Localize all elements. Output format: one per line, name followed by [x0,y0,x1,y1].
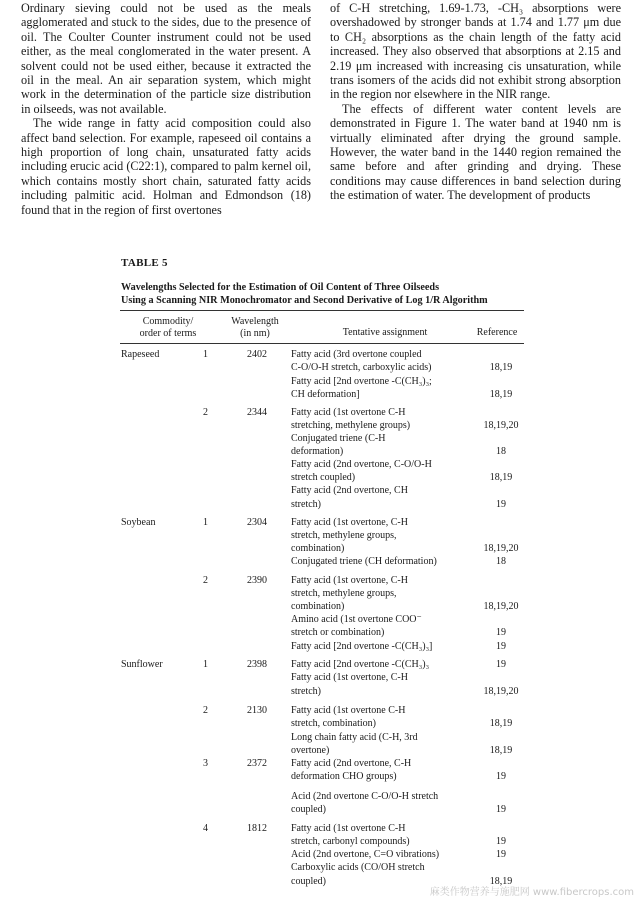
table-cell-assign: Conjugated triene (C-H [291,433,386,444]
table-cell-term: 4 [203,823,208,834]
table-cell-assign: Fatty acid (2nd overtone, C-H [291,758,412,769]
watermark: 麻类作物营养与施肥网 www.fibercrops.com [429,887,634,898]
table-cell-ref: 19 [496,836,506,847]
table-cell-assign: Fatty acid [2nd overtone -C(CH₃)₃ [291,659,430,670]
table-cell-assign: coupled) [291,876,326,887]
paragraph: Ordinary sieving could not be used as the meals agglomerated and stuck to the sides, due to the presence of oil. The Coulter Counter instrument could not be used either, as the meal conglomerated in the water present. A solvent could not be used either, because it extracted the oil in the meal. An air separation system, which might work in the determination of the particle size distribution in oilseeds, was not available. [21,1,311,116]
table-cell-assign: Fatty acid (1st overtone C-H [291,407,406,418]
table-cell-assign: Fatty acid (1st overtone, C-H [291,575,408,586]
table-cell-ref: 19 [496,499,506,510]
paragraph: The wide range in fatty acid composition could also affect band selection. For example, rapeseed oil contains a high proportion of long chain, unsaturated fatty acids including erucic acid (C22:1), compared to palm kernel oil, which contains mostly short chain, saturated fatty acids including palmitic acid. Holman and Edmondson (18) found that in the region of first overtones [21,116,311,217]
table-cell-wl: 1812 [247,823,267,834]
table-cell-assign: Fatty acid (1st overtone, C-H [291,517,408,528]
table-cell-assign: Fatty acid (1st overtone, C-H [291,672,408,683]
table-cell-assign: Conjugated triene (CH deformation) [291,556,437,567]
table-cell-ref: 18,19 [489,876,513,887]
table-cell-assign: C-O/O-H stretch, carboxylic acids) [291,362,432,373]
table-cell-ref: 18,19 [489,362,513,373]
table-cell-ref: 19 [496,849,506,860]
table-cell-commodity: Rapeseed [121,349,160,360]
table-label: TABLE 5 [121,257,168,269]
table-cell-assign: Fatty acid (3rd overtone coupled [291,349,422,360]
table-cell-ref: 19 [496,641,506,652]
table-cell-term: 3 [203,758,208,769]
table-cell-ref: 18,19,20 [483,543,519,554]
table-cell-assign: Long chain fatty acid (C-H, 3rd [291,732,418,743]
table-cell-ref: 19 [496,804,506,815]
table-cell-wl: 2372 [247,758,267,769]
table-cell-assign: Carboxylic acids (CO/OH stretch [291,862,425,873]
table-cell-wl: 2130 [247,705,267,716]
table-cell-assign: Fatty acid (1st overtone C-H [291,823,406,834]
table-cell-ref: 19 [496,627,506,638]
paragraph: The effects of different water content levels are demonstrated in Figure 1. The water band at 1940 nm is virtually eliminated after drying the ground sample. However, the water band in the 1440 region remained the same before and after grinding and drying. These conditions may cause differences in band selection during the estimation of water. The development of products [330,101,621,203]
table-cell-wl: 2344 [247,407,267,418]
table-cell-term: 1 [203,659,208,670]
table-cell-wl: 2390 [247,575,267,586]
table-cell-ref: 19 [496,771,506,782]
table-cell-term: 1 [203,517,208,528]
table-cell-wl: 2304 [247,517,267,528]
table-cell-commodity: Soybean [121,517,156,528]
table-cell-wl: 2398 [247,659,267,670]
table-cell-ref: 18 [496,556,506,567]
table-cell-ref: 18,19 [489,389,513,400]
table-cell-assign: combination) [291,543,345,554]
table-cell-ref: 18,19,20 [483,420,519,431]
table-cell-term: 2 [203,705,208,716]
header-wavelength: Wavelength (in nm) [231,316,279,339]
table-caption-line: Wavelengths Selected for the Estimation of Oil Content of Three Oilseeds [121,282,440,293]
table-cell-assign: Acid (2nd overtone C-O/O-H stretch [291,791,439,802]
header-assignment: Tentative assignment [342,327,428,338]
table-cell-commodity: Sunflower [121,659,163,670]
table-cell-assign: stretch coupled) [291,472,356,483]
header-commodity: Commodity/ order of terms [139,316,197,339]
table-caption-line: Using a Scanning NIR Monochromator and Second Derivative of Log 1/R Algorithm [121,295,488,306]
table-cell-assign: CH deformation] [291,389,360,400]
table-cell-assign: stretch, carbonyl compounds) [291,836,410,847]
table-cell-assign: Amino acid (1st overtone COO⁻ [291,614,422,625]
table-cell-ref: 18 [496,446,506,457]
table-cell-assign: coupled) [291,804,326,815]
table-cell-ref: 18,19,20 [483,601,519,612]
table-cell-ref: 19 [496,659,506,670]
table-cell-term: 2 [203,407,208,418]
table-cell-assign: stretch) [291,499,321,510]
table-cell-term: 1 [203,349,208,360]
table-cell-assign: Fatty acid (2nd overtone, CH [291,485,408,496]
table-cell-assign: deformation CHO groups) [291,771,397,782]
table-cell-wl: 2402 [247,349,267,360]
table-cell-assign: stretching, methylene groups) [291,420,411,431]
table-cell-assign: stretch) [291,686,321,697]
table-cell-assign: combination) [291,601,345,612]
table-cell-ref: 18,19,20 [483,686,519,697]
table-cell-assign: Fatty acid [2nd overtone -C(CH₃)₃; [291,376,432,387]
table-cell-ref: 18,19 [489,745,513,756]
header-reference: Reference [476,327,518,338]
paragraph: of C-H stretching, 1.69-1.73, -CH₃ absorptions were overshadowed by stronger bands at 1.74 and 1.77 μm due to CH₂ absorptions as the chain length of the fatty acid increased. They also observed that absorptions at 2.15 and 2.19 μm increased with increasing cis unsaturation, while trans isomers of the acids did not exhibit strong absorption in the region nor elsewhere in the NIR range. [330,1,621,102]
table-cell-assign: overtone) [291,745,330,756]
table-cell-assign: Fatty acid [2nd overtone -C(CH₃)₃] [291,641,433,652]
table-cell-term: 2 [203,575,208,586]
table-cell-assign: stretch, methylene groups, [291,530,397,541]
table-cell-assign: stretch, combination) [291,718,376,729]
table-cell-assign: Acid (2nd overtone, C=O vibrations) [291,849,440,860]
table-cell-assign: stretch or combination) [291,627,385,638]
table-cell-ref: 18,19 [489,718,513,729]
table-cell-assign: Fatty acid (1st overtone C-H [291,705,406,716]
table-cell-assign: Fatty acid (2nd overtone, C-O/O-H [291,459,432,470]
table-cell-assign: stretch, methylene groups, [291,588,397,599]
table-cell-ref: 18,19 [489,472,513,483]
table-cell-assign: deformation) [291,446,344,457]
